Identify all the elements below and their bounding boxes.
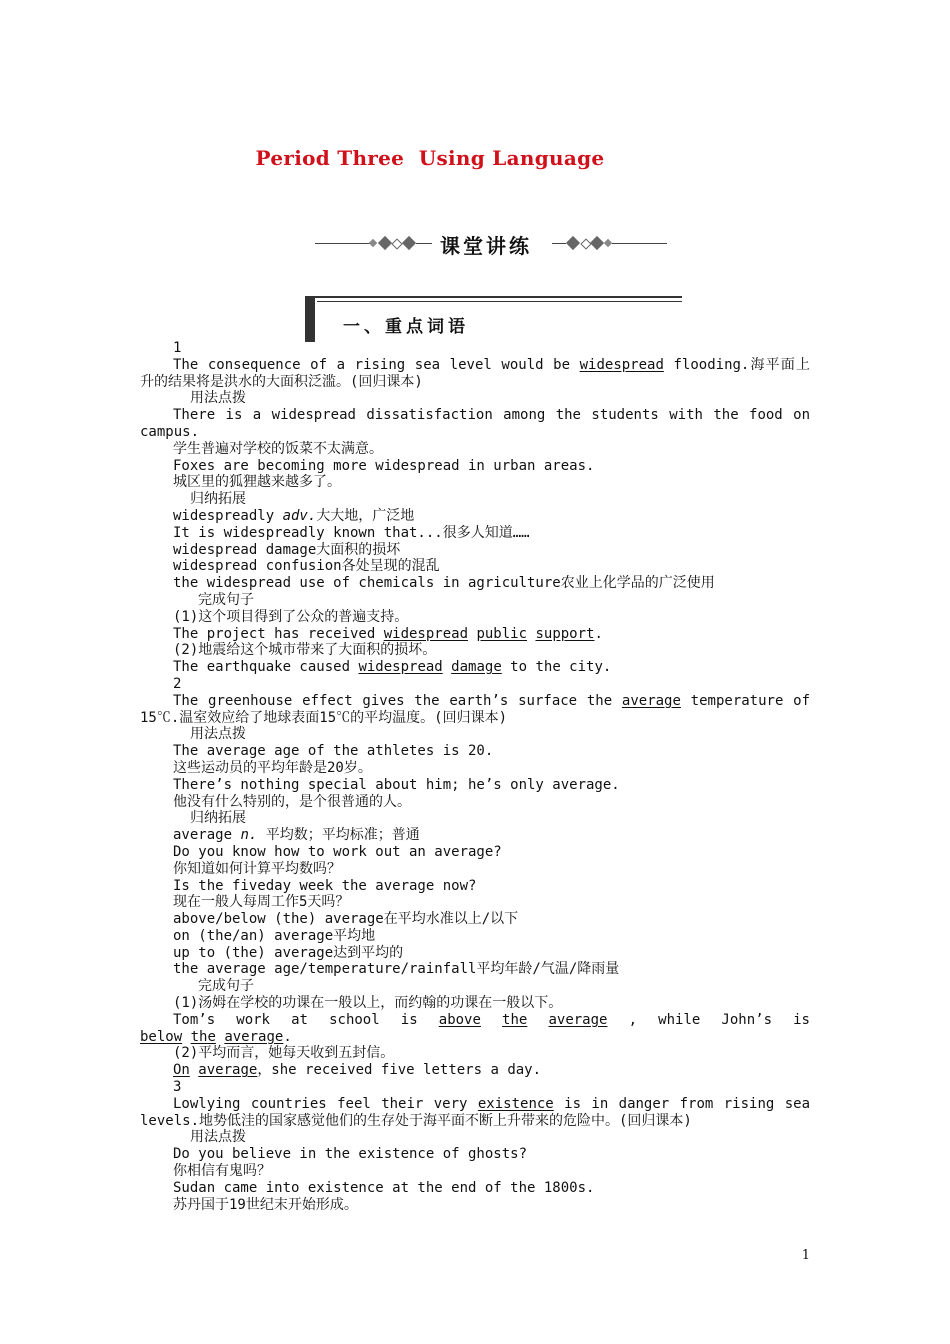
complete-label: 完成句子 (198, 978, 254, 995)
extend-item: the average age/temperature/rainfall平均年龄/气温/降雨量 (173, 961, 620, 978)
banner-diamond-icon (369, 239, 377, 247)
banner-diamond-icon (566, 236, 580, 250)
item-number: 2 (173, 675, 182, 692)
exercise-prompt: (1)这个项目得到了公众的普遍支持。 (173, 608, 409, 625)
heading-bar (305, 296, 315, 342)
banner-rule-left (315, 243, 370, 244)
example-sentence: The greenhouse effect gives the earth’s surface the average temperature of (173, 692, 811, 709)
section-banner (0, 230, 950, 258)
extend-item: Do you know how to work out an average? (173, 843, 502, 860)
usage-translation: 苏丹国于19世纪末开始形成。 (173, 1196, 358, 1213)
content-body (140, 340, 810, 1213)
heading-rule (305, 296, 682, 298)
extend-item: Is the fiveday week the average now? (173, 877, 477, 894)
usage-example: The average age of the athletes is 20. (173, 743, 494, 760)
example-sentence-cont: levels.地势低洼的国家感觉他们的生存处于海平面不断上升带来的危险中。(回归课本) (140, 1112, 692, 1129)
example-sentence-cont: 15℃.温室效应给了地球表面15℃的平均温度。(回归课本) (140, 709, 507, 726)
banner-diamond-icon (402, 236, 416, 250)
exercise-answer: The earthquake caused widespread damage to the city. (173, 659, 612, 676)
exercise-prompt: (2)平均而言，她每天收到五封信。 (173, 1045, 395, 1062)
extend-item: widespreadly adv.大大地，广泛地 (173, 507, 415, 524)
usage-label: 用法点拨 (190, 1129, 246, 1146)
extend-translation: 现在一般人每周工作5天吗？ (173, 894, 350, 911)
section-heading: 一、重点词语 (343, 317, 469, 337)
usage-example: There is a widespread dissatisfaction among the students with the food on (173, 407, 810, 424)
extend-item: on (the/an) average平均地 (173, 927, 376, 944)
banner-title: 课堂讲练 (440, 234, 532, 258)
banner-diamond-icon (590, 236, 604, 250)
extend-label: 归纳拓展 (190, 491, 246, 508)
exercise-prompt: (1)汤姆在学校的功课在一般以上，而约翰的功课在一般以下。 (173, 995, 563, 1012)
banner-diamond-icon (391, 238, 402, 249)
usage-translation: 他没有什么特别的，是个很普通的人。 (173, 793, 411, 810)
extend-item: the widespread use of chemicals in agriculture农业上化学品的广泛使用 (173, 575, 715, 592)
banner-diamond-icon (378, 236, 392, 250)
usage-example: Sudan came into existence at the end of the 1800s. (173, 1179, 595, 1196)
item-number: 3 (173, 1079, 182, 1096)
usage-label: 用法点拨 (190, 390, 246, 407)
section-heading-box (305, 296, 682, 342)
complete-label: 完成句子 (198, 591, 254, 608)
usage-example: Do you believe in the existence of ghosts? (173, 1146, 528, 1163)
usage-example: There’s nothing special about him; he’s only average. (173, 776, 620, 793)
usage-translation: 城区里的狐狸越来越多了。 (173, 474, 341, 491)
example-sentence-cont: 升的结果将是洪水的大面积泛滥。(回归课本) (140, 373, 423, 390)
banner-rule-left-short (416, 243, 432, 244)
exercise-answer: Tom’s work at school is above the average , while John’s is (173, 1011, 810, 1028)
usage-example-cont: campus. (140, 423, 200, 440)
extend-item: widespread damage大面积的损坏 (173, 541, 401, 558)
heading-rule (317, 301, 682, 302)
item-number: 1 (173, 340, 182, 356)
exercise-answer-cont: below the average. (140, 1028, 292, 1045)
extend-item: up to (the) average达到平均的 (173, 944, 404, 961)
extend-item: widespread confusion各处呈现的混乱 (173, 558, 440, 575)
page-title: Period Three Using Language (255, 146, 605, 170)
extend-item: average n. 平均数；平均标准；普通 (173, 827, 420, 844)
exercise-prompt: (2)地震给这个城市带来了大面积的损坏。 (173, 642, 437, 659)
usage-translation: 这些运动员的平均年龄是20岁。 (173, 759, 372, 776)
usage-label: 用法点拨 (190, 726, 246, 743)
exercise-answer: The project has received widespread public support. (173, 625, 603, 642)
banner-diamond-icon (604, 239, 612, 247)
banner-rule-right (612, 243, 667, 244)
page-number: 1 (801, 1248, 810, 1263)
extend-item: It is widespreadly known that...很多人知道…… (173, 524, 530, 541)
usage-example: Foxes are becoming more widespread in urban areas. (173, 457, 595, 474)
banner-rule-right-short (552, 243, 566, 244)
usage-translation: 你相信有鬼吗？ (173, 1163, 271, 1180)
extend-translation: 你知道如何计算平均数吗？ (173, 860, 341, 877)
extend-item: above/below (the) average在平均水准以上/以下 (173, 911, 519, 928)
example-sentence: The consequence of a rising sea level would be widespread flooding.海平面上 (173, 356, 810, 373)
exercise-answer: On average，she received five letters a day. (173, 1062, 542, 1079)
example-sentence: Lowlying countries feel their very existence is in danger from rising sea (173, 1095, 810, 1112)
extend-label: 归纳拓展 (190, 810, 246, 827)
usage-translation: 学生普遍对学校的饭菜不太满意。 (173, 440, 383, 457)
